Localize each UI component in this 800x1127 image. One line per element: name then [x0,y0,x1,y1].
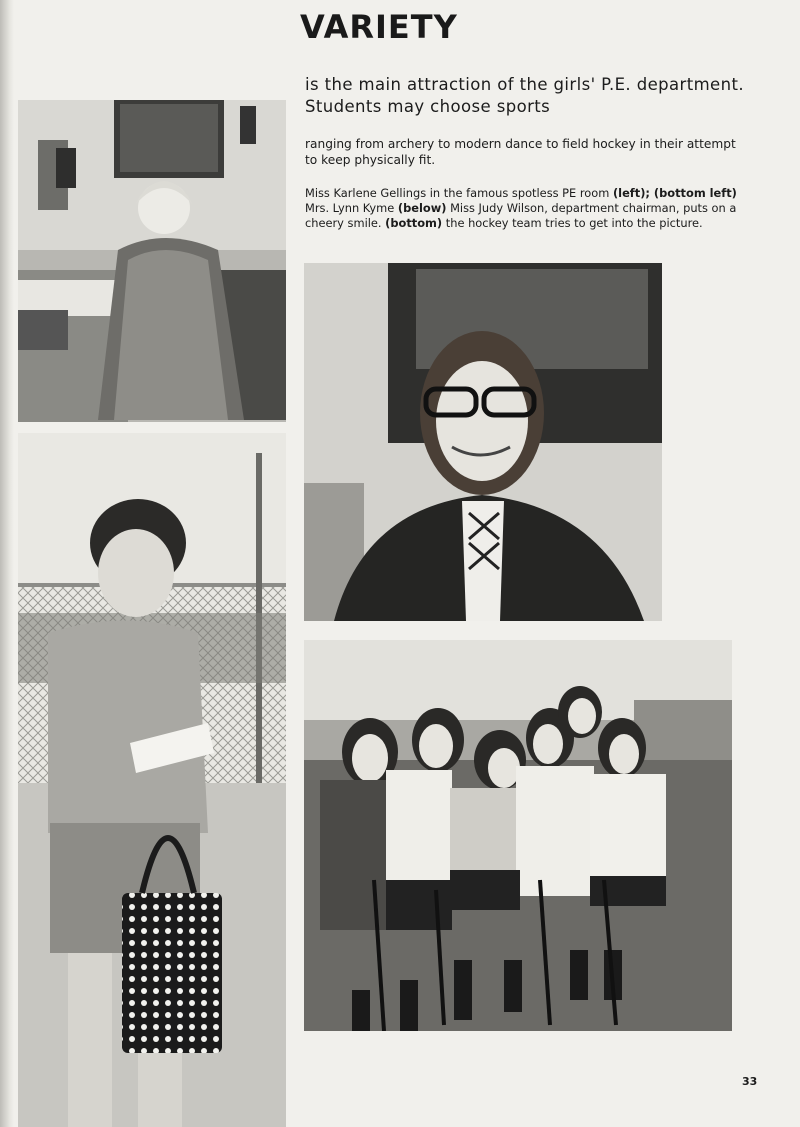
page-title: VARIETY [300,8,458,46]
caption-part: Miss Judy Wilson, department chairman, puts on a cheery smile. [305,201,737,230]
photo-hockey-team [304,640,732,1031]
caption-direction: (below) [397,201,447,215]
photo-teacher-with-bag [18,433,286,1127]
page-number: 33 [742,1075,758,1088]
caption-part: the hockey team tries to get into the picture. [442,216,703,230]
page-spine-shadow [0,0,14,1127]
caption-direction: (bottom) [385,216,443,230]
caption-direction: (left); (bottom left) [612,186,737,200]
photo-teacher-at-desk [18,100,286,422]
lead-paragraph: is the main attraction of the girls' P.E. department. Students may choose sports [305,75,744,116]
photo-teacher-with-glasses [304,263,662,621]
caption-part: Mrs. Lynn Kyme [305,201,398,215]
caption-part: Miss Karlene Gellings in the famous spotless PE room [305,186,613,200]
photo-caption [305,186,737,231]
body-paragraph: ranging from archery to modern dance to field hockey in their attempt to keep physically fit. [305,137,736,167]
